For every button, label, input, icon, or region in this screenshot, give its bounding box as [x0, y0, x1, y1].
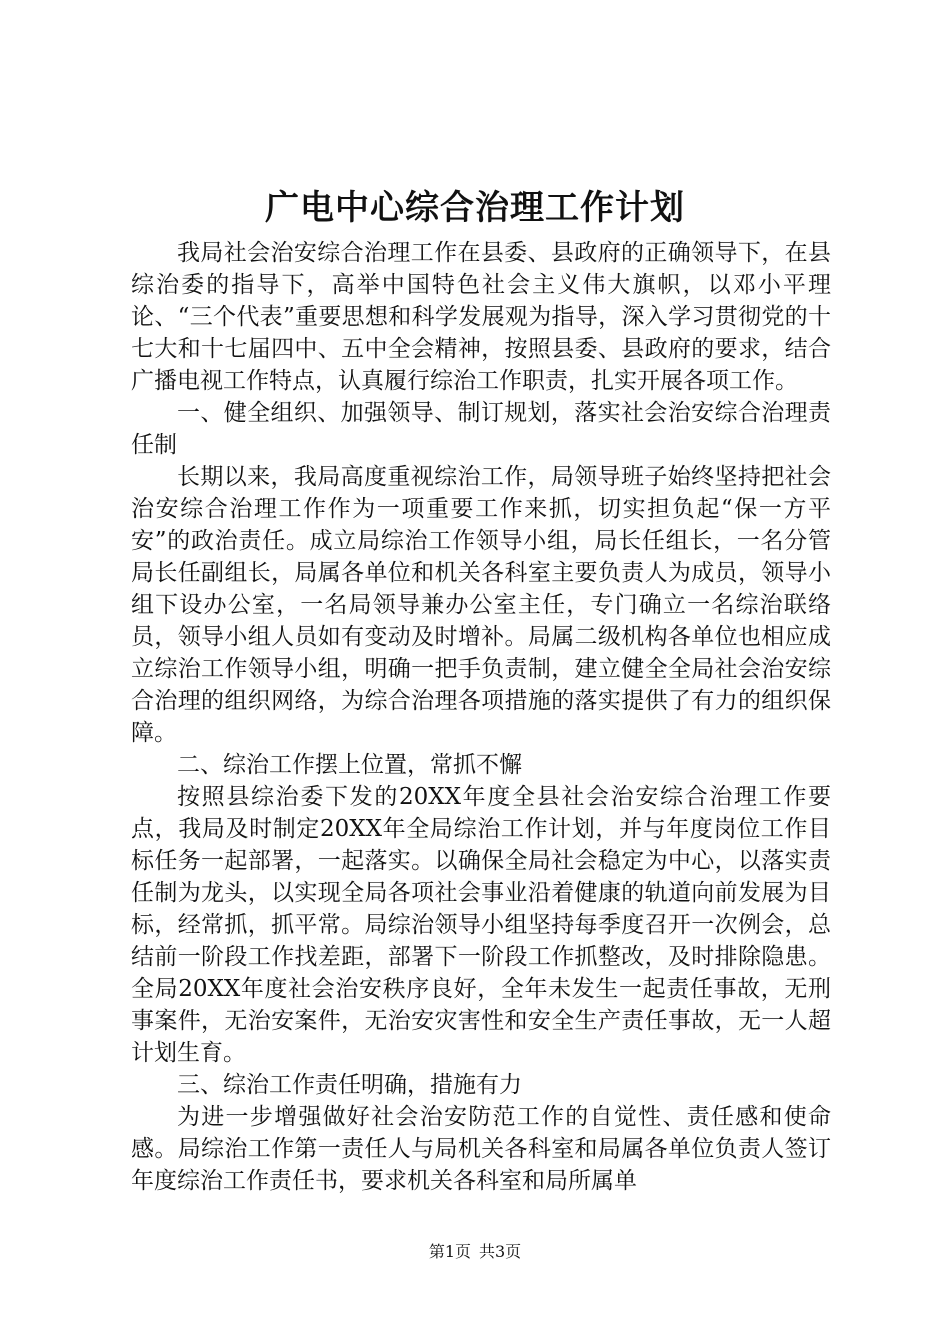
paragraph-section-3: 为进一步增强做好社会治安防范工作的自觉性、责任感和使命感。局综治工作第一责任人与局机关各科室和局属各单位负责人签订年度综治工作责任书，要求机关各科室和局所属单 — [131, 1104, 831, 1194]
page-number: 第1页 — [428, 1242, 471, 1261]
section-heading-1: 一、健全组织、加强领导、制订规划，落实社会治安综合治理责任制 — [131, 400, 831, 458]
page-footer — [0, 1241, 950, 1263]
paragraph-section-1: 长期以来，我局高度重视综治工作，局领导班子始终坚持把社会治安综合治理工作作为一项重要工作来抓，切实担负起“保一方平安”的政治责任。成立局综治工作领导小组，局长任组长，一名分管局长任副组长，局属各单位和机关各科室主要负责人为成员，领导小组下设办公室，一名局领导兼办公室主任，专门确立一名综治联络员，领导小组人员如有变动及时增补。局属二级机构各单位也相应成立综治工作领导小组，明确一把手负责制，建立健全全局社会治安综合治理的组织网络，为综合治理各项措施的落实提供了有力的组织保障。 — [131, 464, 831, 746]
document-title: 广电中心综合治理工作计划 — [265, 188, 685, 228]
section-heading-2: 二、综治工作摆上位置，常抓不懈 — [177, 752, 522, 778]
document-body — [131, 237, 831, 1197]
paragraph-intro: 我局社会治安综合治理工作在县委、县政府的正确领导下，在县综治委的指导下，高举中国特色社会主义伟大旗帜，以邓小平理论、“三个代表”重要思想和科学发展观为指导，深入学习贯彻党的十七大和十七届四中、五中全会精神，按照县委、县政府的要求，结合广播电视工作特点，认真履行综治工作职责，扎实开展各项工作。 — [131, 240, 831, 394]
paragraph-section-2: 按照县综治委下发的20XX年度全县社会治安综合治理工作要点，我局及时制定20XX年全局综治工作计划，并与年度岗位工作目标任务一起部署，一起落实。以确保全局社会稳定为中心，以落实责任制为龙头，以实现全局各项社会事业沿着健康的轨道向前发展为目标，经常抓，抓平常。局综治领导小组坚持每季度召开一次例会，总结前一阶段工作找差距，部署下一阶段工作抓整改，及时排除隐患。全局20XX年度社会治安秩序良好，全年未发生一起责任事故，无刑事案件，无治安案件，无治安灾害性和安全生产责任事故，无一人超计划生育。 — [131, 784, 831, 1066]
page-total: 共3页 — [479, 1242, 522, 1261]
section-heading-3: 三、综治工作责任明确，措施有力 — [177, 1072, 522, 1098]
